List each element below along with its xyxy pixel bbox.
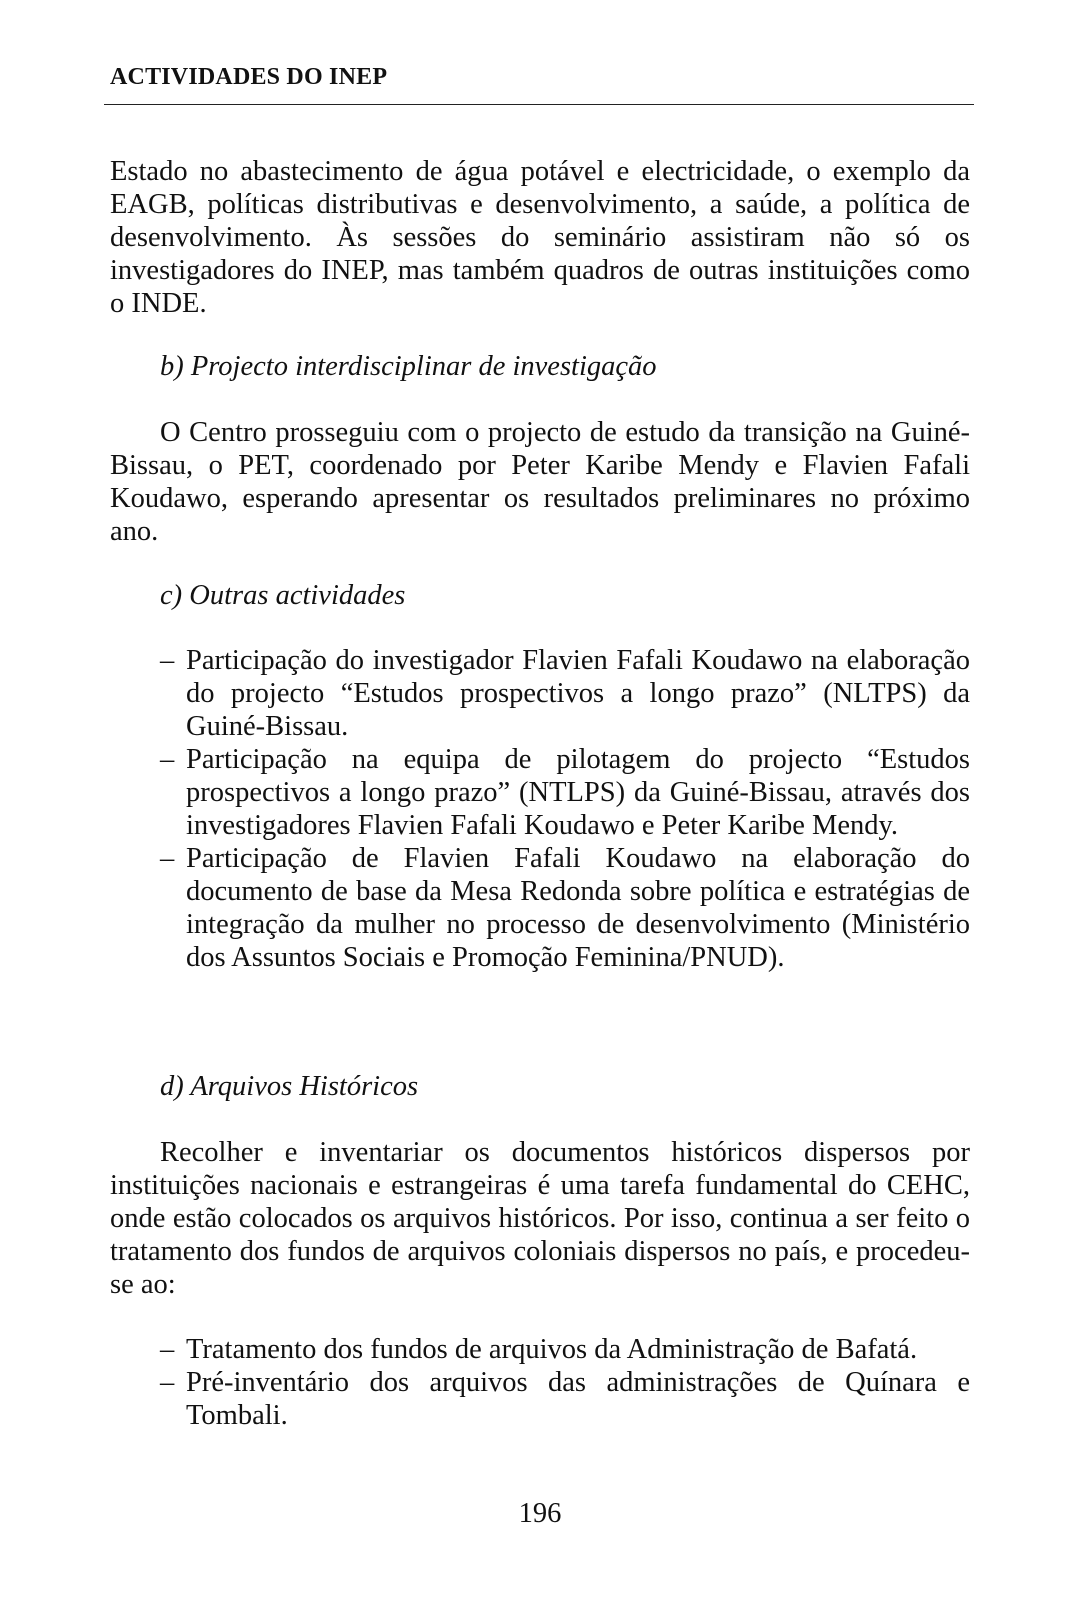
list-item-text: Pré-inventário dos arquivos das administrações de Quínara e Tombali. bbox=[186, 1367, 970, 1431]
list-dash: – bbox=[160, 645, 175, 676]
intro-paragraph: Estado no abastecimento de água potável e electricidade, o exemplo da EAGB, políticas distributivas e desenvolvimento, a saúde, a política de desenvolvimento. Às sessões do seminário assistiram não só os investigadores do INEP, mas também quadros de outras instituições como o INDE. bbox=[110, 156, 970, 319]
list-item-text: Participação de Flavien Fafali Koudawo na elaboração do documento de base da Mesa Redonda sobre política e estratégias de integração da mulher no processo de desenvolvimento (Ministério dos Assuntos Sociais e Promoção Feminina/PNUD). bbox=[186, 843, 970, 973]
list-item-text: Participação do investigador Flavien Fafali Koudawo na elaboração do projecto “Estudos prospectivos a longo prazo” (NLTPS) da Guiné-Bissau. bbox=[186, 645, 970, 742]
list-dash: – bbox=[160, 744, 175, 775]
list-item bbox=[160, 842, 970, 974]
list-item bbox=[160, 743, 970, 842]
section-d-paragraph: Recolher e inventariar os documentos históricos dispersos por instituições nacionais e estrangeiras é uma tarefa fundamental do CEHC, onde estão colocados os arquivos históricos. Por isso, continua a ser feito o tratamento dos fundos de arquivos coloniais dispersos no país, e procedeu-se ao: bbox=[110, 1137, 970, 1300]
section-b-paragraph: O Centro prosseguiu com o projecto de estudo da transição na Guiné-Bissau, o PET, coordenado por Peter Karibe Mendy e Flavien Fafali Koudawo, esperando apresentar os resultados preliminares no próximo ano. bbox=[110, 417, 970, 547]
list-item-text: Participação na equipa de pilotagem do projecto “Estudos prospectivos a longo prazo” (NTLPS) da Guiné-Bissau, através dos investigadores Flavien Fafali Koudawo e Peter Karibe Mendy. bbox=[186, 744, 970, 841]
section-d-block bbox=[110, 1136, 970, 1301]
section-b-heading: b) Projecto interdisciplinar de investigação bbox=[160, 351, 657, 382]
list-item bbox=[160, 644, 970, 743]
running-header: ACTIVIDADES DO INEP bbox=[110, 64, 388, 90]
list-item-text: Tratamento dos fundos de arquivos da Administração de Bafatá. bbox=[186, 1334, 918, 1365]
list-dash: – bbox=[160, 843, 175, 874]
book-page bbox=[110, 0, 972, 1600]
list-dash: – bbox=[160, 1334, 175, 1365]
list-item bbox=[160, 1366, 970, 1432]
section-c-list bbox=[160, 644, 970, 974]
section-d-list bbox=[160, 1333, 970, 1432]
section-c-heading: c) Outras actividades bbox=[160, 580, 406, 611]
page-number: 196 bbox=[518, 1498, 562, 1529]
section-d-heading: d) Arquivos Históricos bbox=[160, 1071, 419, 1102]
list-dash: – bbox=[160, 1367, 175, 1398]
list-item bbox=[160, 1333, 970, 1366]
header-rule bbox=[104, 104, 974, 105]
intro-paragraph-block bbox=[110, 155, 970, 320]
section-b-block bbox=[110, 416, 970, 548]
